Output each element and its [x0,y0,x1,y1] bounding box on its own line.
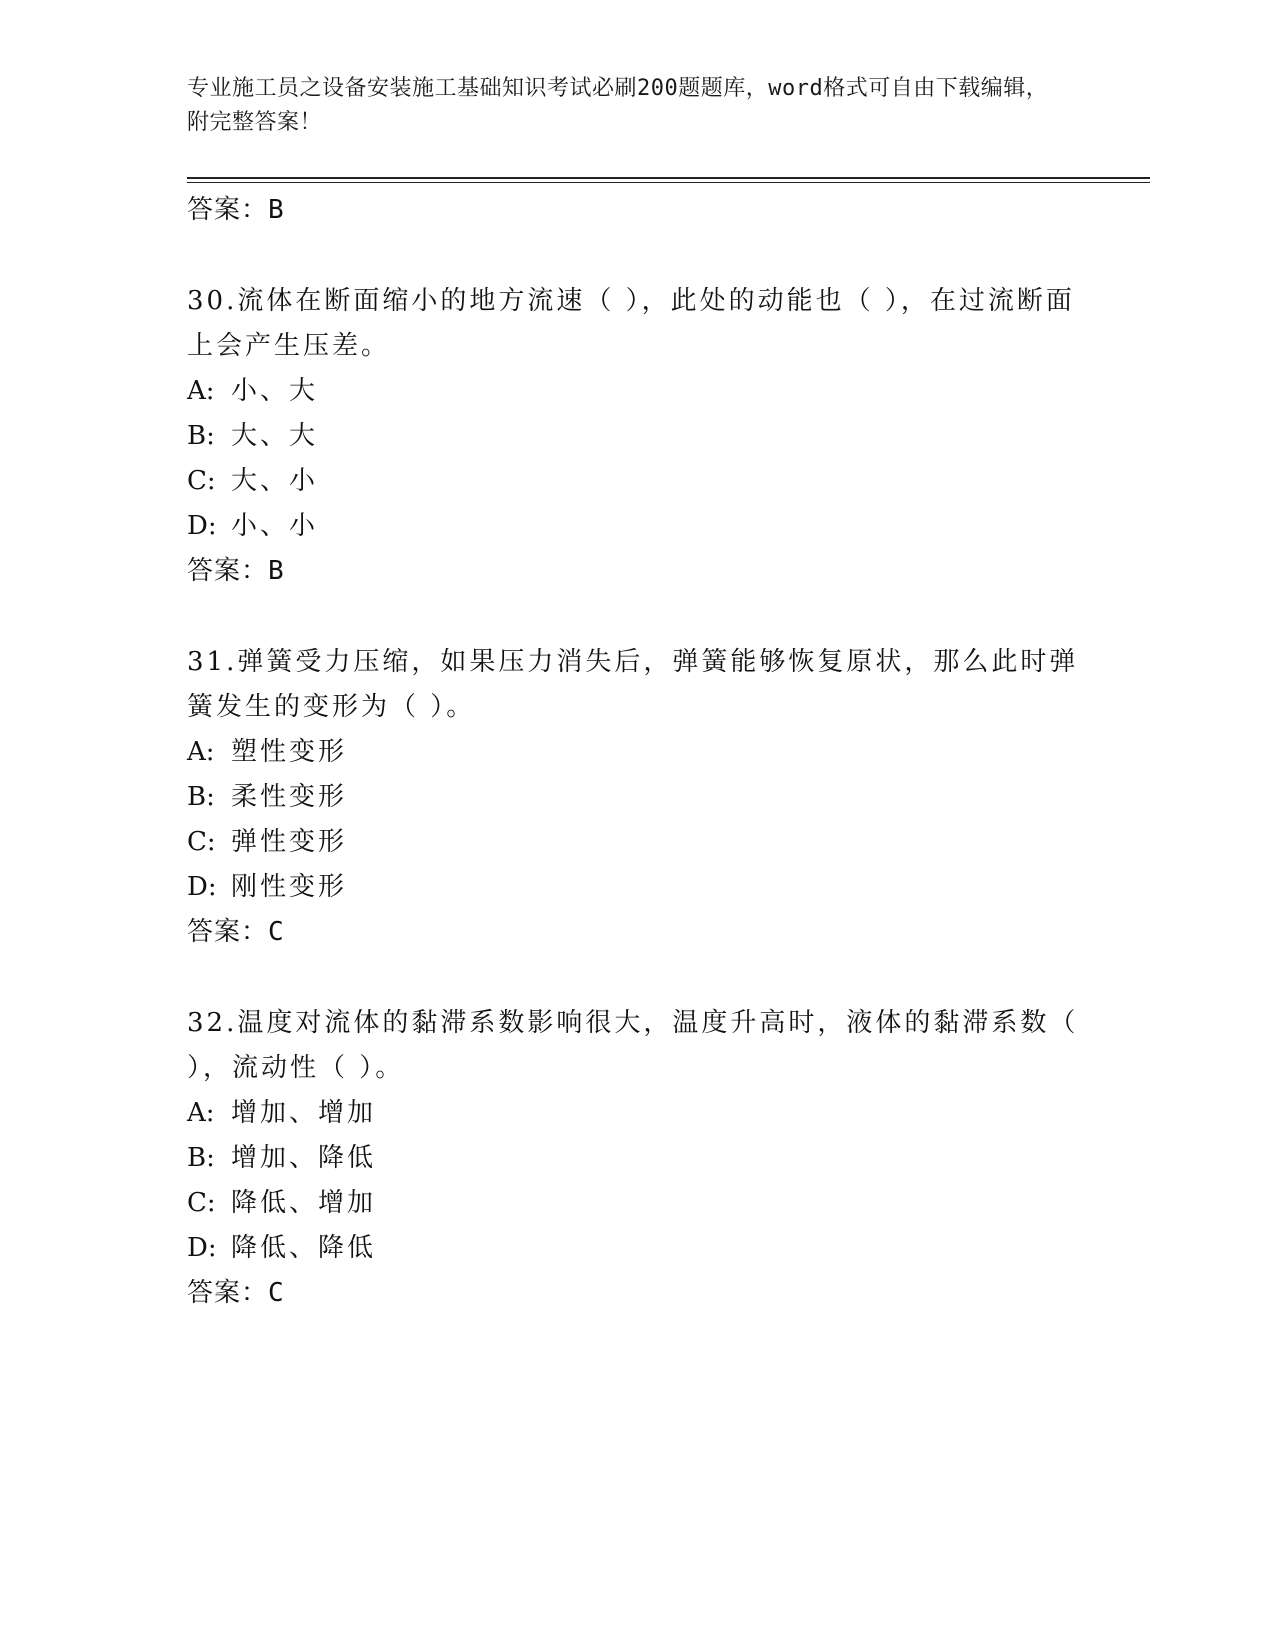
option-text: 增加、降低 [231,1143,377,1173]
option-key: B: [187,782,215,812]
header-divider-thick [187,177,1150,179]
question-31 [187,640,1087,955]
option-key: D: [187,511,217,541]
document-body [187,188,1087,1316]
option-key: D: [187,872,217,902]
option-d [187,865,1087,910]
header-divider-thin [187,182,1150,183]
answer-line: 答案：B [187,556,285,586]
option-text: 降低、增加 [231,1188,377,1218]
option-a [187,369,1087,414]
option-key: B: [187,1143,215,1173]
option-text: 刚性变形 [231,872,348,902]
option-text: 塑性变形 [231,737,348,767]
option-text: 增加、增加 [231,1098,377,1128]
answer-line: 答案：C [187,1278,285,1308]
option-c [187,1181,1087,1226]
option-a [187,730,1087,775]
option-text: 大、小 [231,466,319,496]
question-text: 32.温度对流体的黏滞系数影响很大，温度升高时，液体的黏滞系数（ ），流动性（ ）。 [187,1008,1079,1083]
option-c [187,459,1087,504]
option-key: C: [187,1188,216,1218]
option-key: A: [187,376,215,406]
question-30 [187,279,1087,594]
question-text: 31.弹簧受力压缩，如果压力消失后，弹簧能够恢复原状，那么此时弹簧发生的变形为（ ）。 [187,647,1079,722]
option-key: A: [187,1098,215,1128]
option-key: C: [187,466,216,496]
question-32 [187,1001,1087,1316]
option-a [187,1091,1087,1136]
option-text: 大、大 [231,421,319,451]
option-b [187,775,1087,820]
answer-line: 答案：B [187,195,285,225]
option-d [187,504,1087,549]
option-text: 小、小 [231,511,319,541]
answer-line: 答案：C [187,917,285,947]
option-text: 弹性变形 [231,827,348,857]
option-b [187,414,1087,459]
option-key: A: [187,737,215,767]
option-key: C: [187,827,216,857]
option-text: 柔性变形 [231,782,348,812]
option-d [187,1226,1087,1271]
option-text: 降低、降低 [231,1233,377,1263]
option-c [187,820,1087,865]
option-key: D: [187,1233,217,1263]
option-key: B: [187,421,215,451]
question-text: 30.流体在断面缩小的地方流速（ ），此处的动能也（ ），在过流断面上会产生压差。 [187,286,1075,361]
document-header: 专业施工员之设备安装施工基础知识考试必刷200题题库，word格式可自由下载编辑，附完整答案！ [187,76,1049,135]
option-b [187,1136,1087,1181]
option-text: 小、大 [231,376,319,406]
